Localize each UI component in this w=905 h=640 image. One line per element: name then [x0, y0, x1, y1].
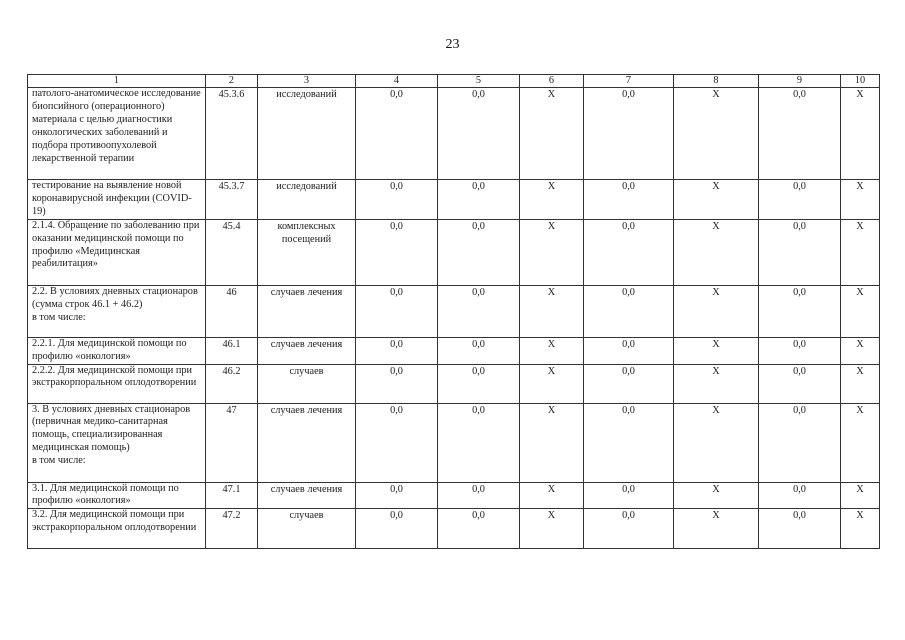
row-code: 46.2: [206, 364, 258, 403]
cell-value: 0,0: [759, 482, 841, 509]
cell-value: 0,0: [356, 482, 438, 509]
cell-value: X: [674, 482, 759, 509]
row-name: 2.2.2. Для медицинской помощи при экстракорпоральном оплодотворении: [28, 364, 206, 403]
row-name: 3. В условиях дневных стационаров (первичная медико-санитарная помощь, специализированная медицинская помощь) в том числе:: [28, 403, 206, 482]
table-row: [28, 219, 880, 285]
column-header: 7: [584, 75, 674, 88]
table-row: [28, 180, 880, 220]
cell-value: X: [674, 337, 759, 364]
cell-value: 0,0: [356, 180, 438, 220]
cell-value: X: [674, 403, 759, 482]
column-header: 6: [520, 75, 584, 88]
cell-value: 0,0: [356, 337, 438, 364]
cell-value: 0,0: [438, 285, 520, 337]
row-code: 46: [206, 285, 258, 337]
row-code: 47.1: [206, 482, 258, 509]
cell-value: 0,0: [438, 88, 520, 180]
cell-value: X: [520, 364, 584, 403]
row-code: 45.3.6: [206, 88, 258, 180]
cell-value: X: [841, 403, 880, 482]
row-unit: случаев лечения: [258, 285, 356, 337]
cell-value: X: [841, 88, 880, 180]
table-row: [28, 88, 880, 180]
cell-value: X: [520, 180, 584, 220]
cell-value: 0,0: [584, 337, 674, 364]
row-unit: случаев лечения: [258, 337, 356, 364]
cell-value: X: [841, 219, 880, 285]
cell-value: 0,0: [438, 403, 520, 482]
cell-value: 0,0: [438, 364, 520, 403]
row-unit: исследований: [258, 88, 356, 180]
cell-value: 0,0: [356, 403, 438, 482]
cell-value: 0,0: [438, 180, 520, 220]
cell-value: 0,0: [356, 219, 438, 285]
table-row: [28, 364, 880, 403]
column-header: 2: [206, 75, 258, 88]
cell-value: X: [674, 88, 759, 180]
row-name: 2.1.4. Обращение по заболеванию при оказании медицинской помощи по профилю «Медицинская реабилитация»: [28, 219, 206, 285]
table-row: [28, 337, 880, 364]
table-header-row: [28, 75, 880, 88]
row-name: 3.2. Для медицинской помощи при экстракорпоральном оплодотворении: [28, 509, 206, 549]
cell-value: X: [520, 403, 584, 482]
row-unit: случаев: [258, 364, 356, 403]
page-number: 23: [445, 37, 460, 52]
cell-value: 0,0: [356, 285, 438, 337]
statistics-table: [27, 74, 880, 549]
row-unit: исследований: [258, 180, 356, 220]
cell-value: 0,0: [759, 219, 841, 285]
row-code: 47: [206, 403, 258, 482]
column-header: 5: [438, 75, 520, 88]
row-unit: случаев лечения: [258, 403, 356, 482]
cell-value: 0,0: [759, 337, 841, 364]
column-header: 9: [759, 75, 841, 88]
cell-value: X: [520, 337, 584, 364]
cell-value: 0,0: [584, 180, 674, 220]
row-name: 2.2. В условиях дневных стационаров (сумма строк 46.1 + 46.2) в том числе:: [28, 285, 206, 337]
row-name: 2.2.1. Для медицинской помощи по профилю «онкология»: [28, 337, 206, 364]
cell-value: X: [520, 482, 584, 509]
cell-value: 0,0: [356, 509, 438, 549]
cell-value: X: [520, 509, 584, 549]
table-row: [28, 403, 880, 482]
column-header: 10: [841, 75, 880, 88]
cell-value: 0,0: [584, 88, 674, 180]
cell-value: 0,0: [356, 88, 438, 180]
cell-value: X: [674, 180, 759, 220]
table-row: [28, 285, 880, 337]
cell-value: 0,0: [759, 509, 841, 549]
cell-value: 0,0: [584, 219, 674, 285]
cell-value: 0,0: [356, 364, 438, 403]
table-row: [28, 509, 880, 549]
row-name: тестирование на выявление новой коронавирусной инфекции (COVID-19): [28, 180, 206, 220]
row-code: 45.4: [206, 219, 258, 285]
column-header: 3: [258, 75, 356, 88]
row-code: 47.2: [206, 509, 258, 549]
cell-value: 0,0: [438, 509, 520, 549]
column-header: 4: [356, 75, 438, 88]
cell-value: 0,0: [438, 482, 520, 509]
cell-value: 0,0: [438, 219, 520, 285]
cell-value: 0,0: [584, 364, 674, 403]
column-header: 1: [28, 75, 206, 88]
cell-value: 0,0: [759, 364, 841, 403]
row-code: 45.3.7: [206, 180, 258, 220]
cell-value: X: [841, 285, 880, 337]
row-name: 3.1. Для медицинской помощи по профилю «онкология»: [28, 482, 206, 509]
row-name: патолого-анатомическое исследование биопсийного (операционного) материала с целью диагностики онкологических заболеваний и подбора противоопухолевой лекарственной терапии: [28, 88, 206, 180]
cell-value: 0,0: [584, 509, 674, 549]
cell-value: X: [520, 285, 584, 337]
cell-value: X: [841, 180, 880, 220]
cell-value: 0,0: [438, 337, 520, 364]
row-code: 46.1: [206, 337, 258, 364]
cell-value: 0,0: [759, 88, 841, 180]
cell-value: 0,0: [584, 285, 674, 337]
row-unit: случаев лечения: [258, 482, 356, 509]
table-row: [28, 482, 880, 509]
cell-value: X: [841, 509, 880, 549]
cell-value: 0,0: [759, 285, 841, 337]
column-header: 8: [674, 75, 759, 88]
cell-value: X: [674, 219, 759, 285]
cell-value: X: [841, 337, 880, 364]
cell-value: X: [520, 219, 584, 285]
cell-value: 0,0: [584, 403, 674, 482]
cell-value: X: [674, 509, 759, 549]
row-unit: случаев: [258, 509, 356, 549]
row-unit: комплексных посещений: [258, 219, 356, 285]
cell-value: 0,0: [759, 403, 841, 482]
cell-value: X: [674, 364, 759, 403]
cell-value: 0,0: [759, 180, 841, 220]
cell-value: X: [520, 88, 584, 180]
cell-value: X: [674, 285, 759, 337]
cell-value: 0,0: [584, 482, 674, 509]
cell-value: X: [841, 364, 880, 403]
cell-value: X: [841, 482, 880, 509]
